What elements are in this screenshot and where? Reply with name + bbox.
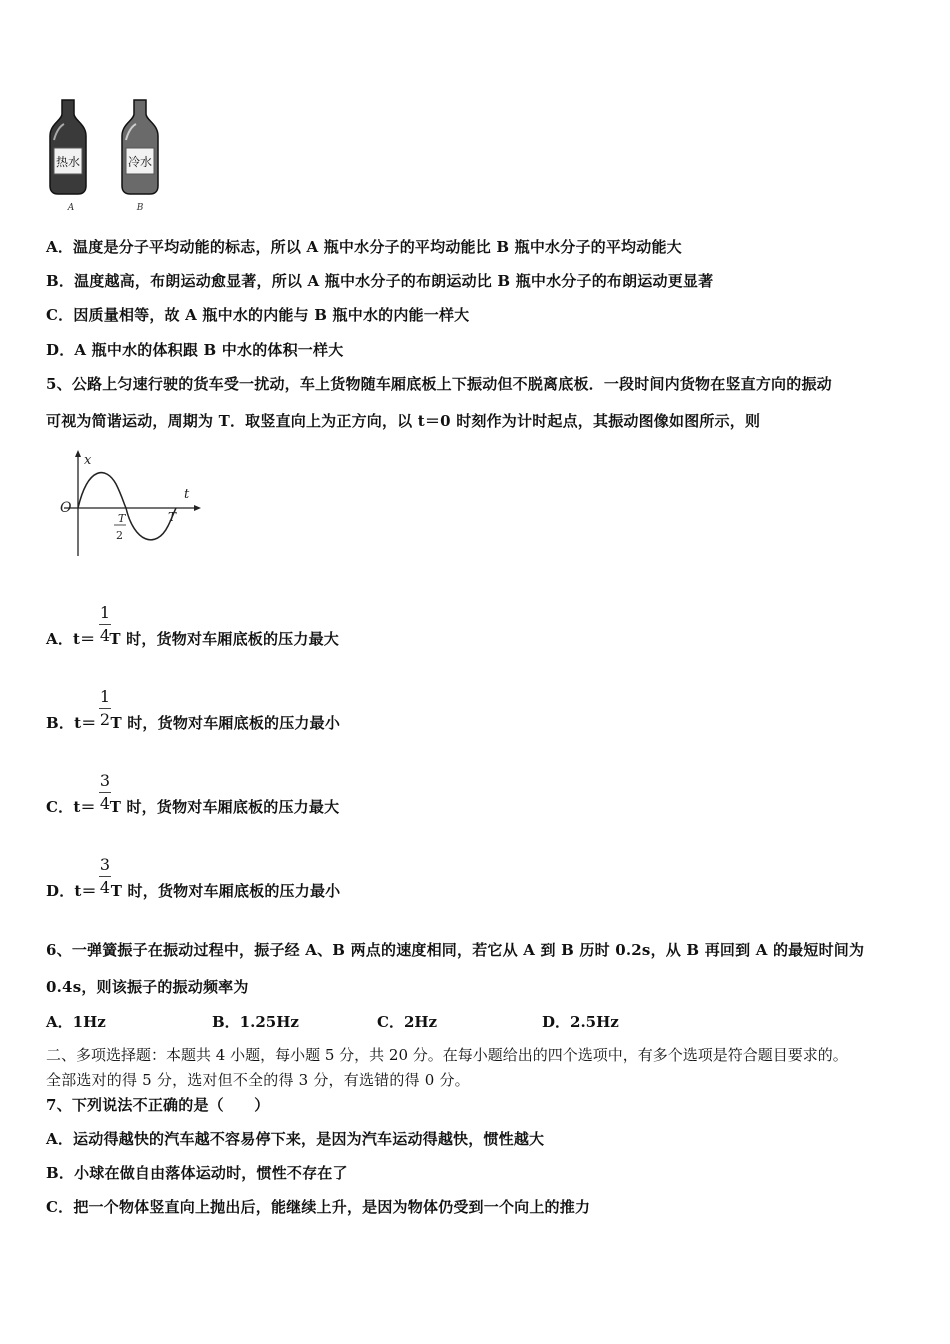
option-text: 温度越高，布朗运动愈显著，所以 A 瓶中水分子的布朗运动比 B 瓶中水分子的布朗运动更显著 xyxy=(74,272,714,290)
y-axis-arrow xyxy=(75,450,81,457)
option-key: A． xyxy=(46,1130,74,1148)
fraction-denominator: 4 xyxy=(99,626,111,645)
option-text: 小球在做自由落体运动时，惯性不存在了 xyxy=(74,1164,348,1182)
tick-full-label: T xyxy=(168,510,177,524)
q6-stem-line1: 6、一弹簧振子在振动过程中，振子经 A、B 两点的速度相同，若它从 A 到 B 历时 0.2s，从 B 再回到 A 的最短时间为 xyxy=(46,941,865,959)
tick-half-numerator: T xyxy=(118,512,126,525)
tick-half-denominator: 2 xyxy=(116,529,123,542)
q4-option-b xyxy=(46,270,713,291)
option-key: C． xyxy=(46,798,74,816)
q6-stem-line2: 0.4s，则该振子的振动频率为 xyxy=(46,978,249,996)
bottle-a-label: 热水 xyxy=(55,155,81,169)
option-text: 运动得越快的汽车越不容易停下来，是因为汽车运动得越快，惯性越大 xyxy=(73,1130,545,1148)
option-key: A． xyxy=(46,630,74,648)
y-axis-label: x xyxy=(84,453,92,468)
option-key: B． xyxy=(46,1164,75,1182)
option-key: C． xyxy=(46,1198,74,1216)
bottle-a xyxy=(50,100,86,213)
q5-stem-line2: 可视为简谐运动，周期为 T．取竖直向上为正方向，以 t＝0 时刻作为计时起点，其振动图像如图所示，则 xyxy=(46,412,761,430)
sine-curve xyxy=(78,473,176,540)
option-prefix: t＝ xyxy=(74,882,97,900)
q7-option-b xyxy=(46,1162,348,1183)
bottle-a-caption: A xyxy=(67,203,75,213)
fraction-numerator: 3 xyxy=(99,855,111,874)
fraction-3-4 xyxy=(98,770,112,815)
option-text: T 时，货物对车厢底板的压力最小 xyxy=(110,882,341,900)
option-key: A． xyxy=(46,238,74,256)
option-text: 把一个物体竖直向上抛出后，能继续上升，是因为物体仍受到一个向上的推力 xyxy=(73,1198,591,1216)
q7-stem: 7、下列说法不正确的是（ ） xyxy=(46,1096,270,1114)
q5-option-b xyxy=(46,712,340,733)
fraction-denominator: 4 xyxy=(99,878,111,897)
option-text: T 时，货物对车厢底板的压力最大 xyxy=(109,630,339,648)
vibration-graph xyxy=(44,446,206,562)
option-text: 温度是分子平均动能的标志，所以 A 瓶中水分子的平均动能比 B 瓶中水分子的平均动能大 xyxy=(73,238,682,256)
q6-option-c: C．2Hz xyxy=(377,1013,438,1031)
option-key: B． xyxy=(46,714,75,732)
q6-option-d: D．2.5Hz xyxy=(542,1013,619,1031)
fraction-denominator: 4 xyxy=(99,794,111,813)
bottle-b xyxy=(122,100,158,213)
section2-instructions-line2: 全部选对的得 5 分，选对但不全的得 3 分，有选错的得 0 分。 xyxy=(46,1071,470,1089)
fraction-1-4 xyxy=(98,602,112,647)
q5-option-a xyxy=(46,628,339,649)
option-key: C． xyxy=(46,306,74,324)
q5-stem-line1: 5、公路上匀速行驶的货车受一扰动，车上货物随车厢底板上下振动但不脱离底板．一段时间内货物在竖直方向的振动 xyxy=(46,375,832,393)
option-prefix: t＝ xyxy=(73,798,96,816)
fraction-numerator: 3 xyxy=(99,771,111,790)
option-key: D． xyxy=(46,882,75,900)
q7-option-c xyxy=(46,1196,590,1217)
option-text: 因质量相等，故 A 瓶中水的内能与 B 瓶中水的内能一样大 xyxy=(73,306,470,324)
q4-option-d xyxy=(46,339,343,360)
fraction-numerator: 1 xyxy=(99,687,111,706)
option-prefix: t＝ xyxy=(74,714,97,732)
fraction-denominator: 2 xyxy=(99,710,111,729)
q6-option-a: A．1Hz xyxy=(46,1013,106,1031)
x-axis-arrow xyxy=(194,505,201,511)
origin-label: O xyxy=(60,500,72,516)
option-key: D． xyxy=(46,341,75,359)
bottle-b-label: 冷水 xyxy=(127,155,153,169)
q4-option-c xyxy=(46,304,469,325)
option-text: T 时，货物对车厢底板的压力最小 xyxy=(110,714,341,732)
fraction-3-4 xyxy=(98,854,112,899)
q5-option-c xyxy=(46,796,339,817)
option-text: A 瓶中水的体积跟 B 中水的体积一样大 xyxy=(74,341,344,359)
option-key: B． xyxy=(46,272,75,290)
fraction-1-2 xyxy=(98,686,112,731)
x-axis-label: t xyxy=(184,487,190,502)
section2-instructions-line1: 二、多项选择题：本题共 4 小题，每小题 5 分，共 20 分。在每小题给出的四个选项中，有多个选项是符合题目要求的。 xyxy=(46,1046,848,1064)
bottle-b-caption: B xyxy=(136,203,144,213)
option-text: T 时，货物对车厢底板的压力最大 xyxy=(109,798,340,816)
fraction-numerator: 1 xyxy=(99,603,111,622)
q7-option-a xyxy=(46,1128,544,1149)
q4-option-a xyxy=(46,236,682,257)
q6-option-b: B．1.25Hz xyxy=(212,1013,299,1031)
q5-option-d xyxy=(46,880,340,901)
option-prefix: t＝ xyxy=(73,630,96,648)
bottles-figure xyxy=(44,96,174,218)
